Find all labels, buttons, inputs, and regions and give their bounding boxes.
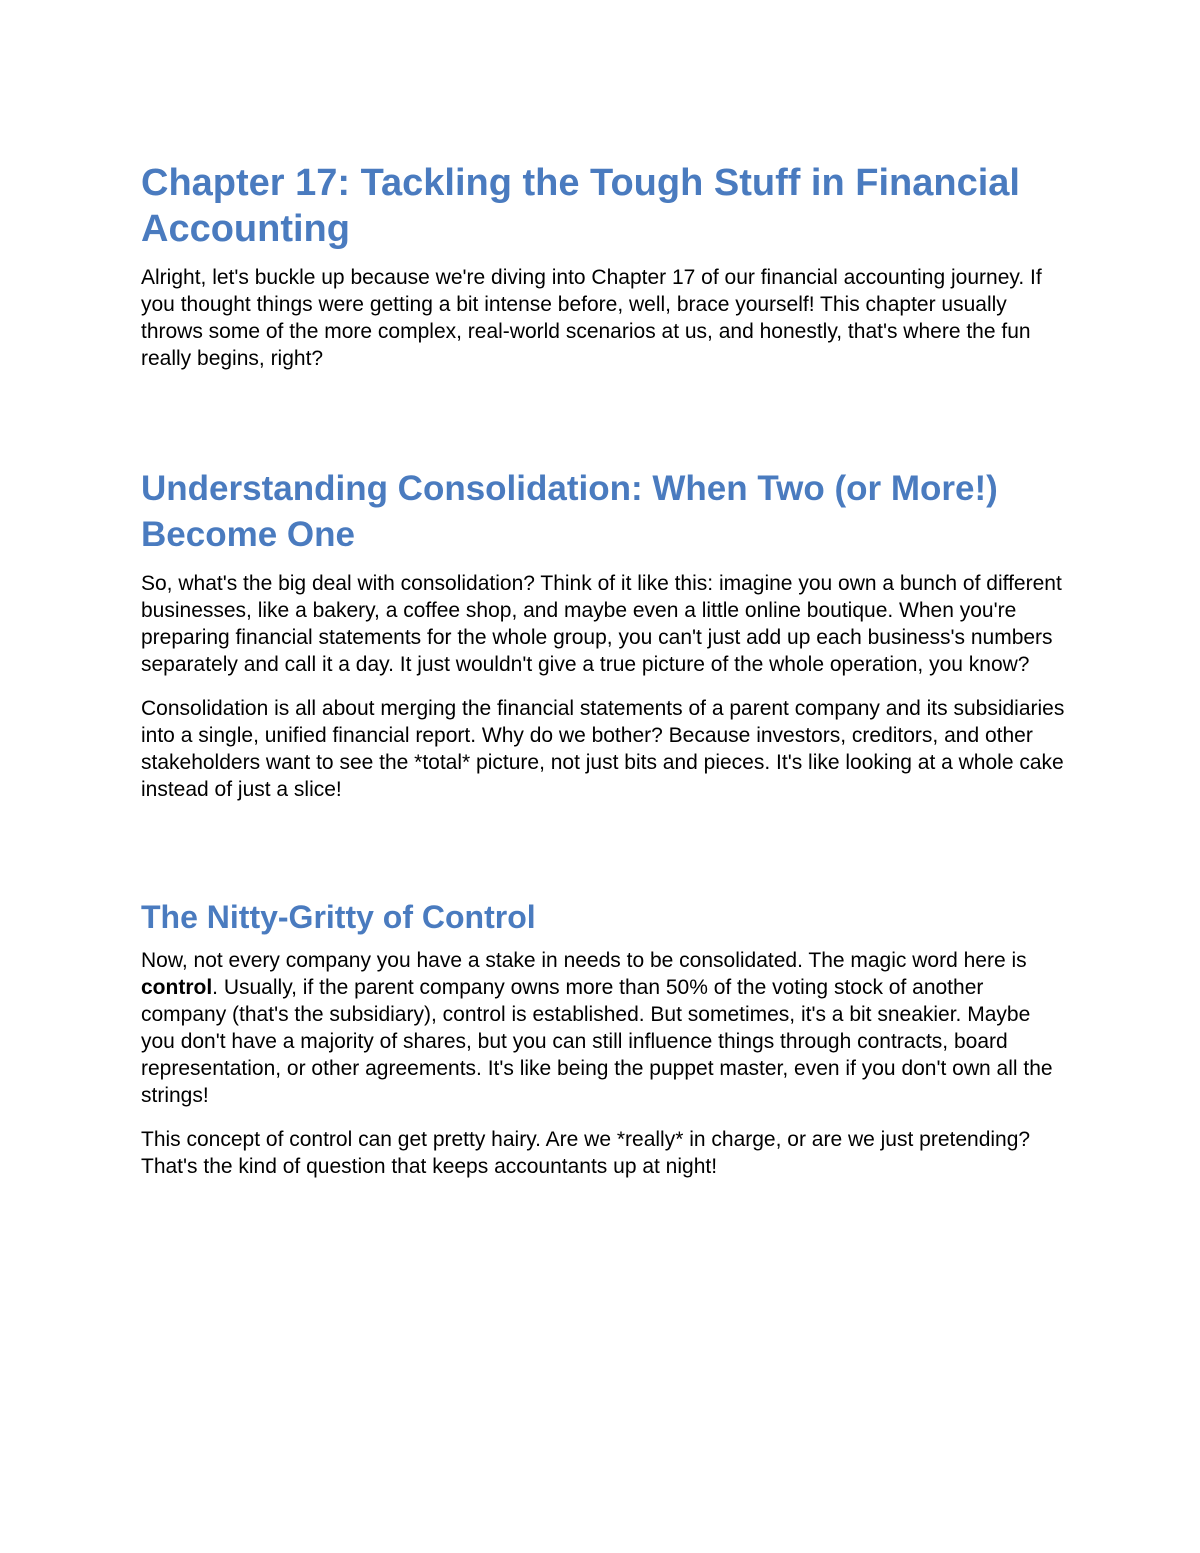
- control-paragraph-2: This concept of control can get pretty hairy. Are we *really* in charge, or are we just pretending? That's the kind of question that keeps accountants up at night!: [141, 1128, 1031, 1178]
- document-page: [141, 160, 1066, 1180]
- intro-paragraph: Alright, let's buckle up because we're diving into Chapter 17 of our financial accounting journey. If you thought things were getting a bit intense before, well, brace yourself! This chapter usually throws some of the more complex, real-world scenarios at us, and honestly, that's where the fun really begins, right?: [141, 266, 1042, 370]
- section-heading-consolidation: Understanding Consolidation: When Two (or More!) Become One: [141, 469, 998, 554]
- control-paragraph-1-start: Now, not every company you have a stake in needs to be consolidated. The magic word here is: [141, 949, 1027, 972]
- control-paragraph-1-end: . Usually, if the parent company owns more than 50% of the voting stock of another company (that's the subsidiary), control is established. But sometimes, it's a bit sneakier. Maybe you don't have a majority of shares, but you can still influence things through contracts, board representation, or other agreements. It's like being the puppet master, even if you don't own all the strings!: [141, 976, 1053, 1107]
- section-heading-control: The Nitty-Gritty of Control: [141, 899, 536, 935]
- consolidation-paragraph-1: So, what's the big deal with consolidation? Think of it like this: imagine you own a bunch of different businesses, like a bakery, a coffee shop, and maybe even a little online boutique. When you're preparing financial statements for the whole group, you can't just add up each business's numbers separately and call it a day. It just wouldn't give a true picture of the whole operation, you know?: [141, 572, 1062, 676]
- consolidation-paragraph-2: Consolidation is all about merging the financial statements of a parent company and its subsidiaries into a single, unified financial report. Why do we bother? Because investors, creditors, and other stakeholders want to see the *total* picture, not just bits and pieces. It's like looking at a whole cake instead of just a slice!: [141, 697, 1065, 801]
- control-paragraph-1: [141, 947, 1066, 1109]
- control-keyword: control: [141, 976, 213, 999]
- chapter-title: Chapter 17: Tackling the Tough Stuff in Financial Accounting: [141, 162, 1020, 250]
